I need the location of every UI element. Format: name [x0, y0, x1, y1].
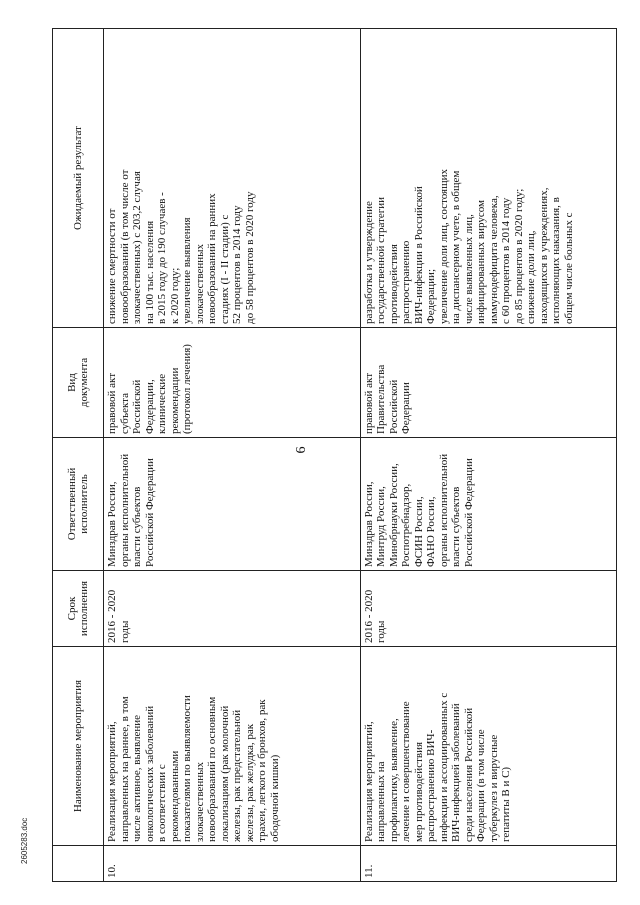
row-number: 10.	[104, 846, 361, 882]
table-row	[360, 29, 617, 882]
header-number	[53, 846, 104, 882]
measure-executor: Минздрав России, Минтруд России, Минобрнауки России, Роспотребнадзор, ФСИН России, ФАНО России, органы исполнительной власти субъектов Российской Федерации	[360, 438, 617, 571]
header-document-type: Вид документа	[53, 328, 104, 438]
measure-expected-result: снижение смертности от новообразований (в том числе от злокачественных) с 203,2 случая на 100 тыс. населения в 2015 году до 190 случаев - к 2020 году; увеличение выявления злокачественных новообразований на ранних стадиях (I - II стадии) с 52 процентов в 2014 году до 58 процентов в 2020 году	[104, 29, 361, 328]
header-executor: Ответственный исполнитель	[53, 438, 104, 571]
measure-expected-result: разработка и утверждение государственной стратегии противодействия распространению ВИЧ-инфекции в Российской Федерации; увеличение доли лиц, состоящих на диспансерном учете, в общем числе выявленных лиц, инфицированных вирусом иммунодефицита человека, с 60 процентов в 2014 году до 85 процентов в 2020 году; снижение доли лиц, находящихся в учреждениях, исполняющих наказания, в общем числе больных с	[360, 29, 617, 328]
rotated-table-frame	[52, 29, 617, 882]
measure-document-type: правовой акт субъекта Российской Федерации, клинические рекомендации (протокол лечения)	[104, 328, 361, 438]
measure-executor: Минздрав России, органы исполнительной власти субъектов Российской Федерации	[104, 438, 361, 571]
page-number: 6	[294, 446, 309, 454]
header-term: Срок исполнения	[53, 571, 104, 647]
table-container	[52, 29, 617, 882]
measure-term: 2016 - 2020 годы	[360, 571, 617, 647]
measure-name: Реализация мероприятий, направленных на раннее, в том числе активное, выявление онкологических заболеваний в соответствии с рекомендованными показателями по выявляемости злокачественных новообразований по основным локализациям (рак молочной железы, рак предстательной железы, рак желудка, рак трахеи, легкого и бронхов, рак ободочной кишки)	[104, 647, 361, 846]
header-measure-name: Наименование мероприятия	[53, 647, 104, 846]
header-expected-result: Ожидаемый результат	[53, 29, 104, 328]
footer-file-code: 2605283.doc	[20, 817, 29, 864]
row-number: 11.	[360, 846, 617, 882]
table-header-row	[53, 29, 104, 882]
measure-name: Реализация мероприятий, направленных на профилактику, выявление, лечение и совершенствование мер противодействия распространению ВИЧ- инфекции и ассоциированных с ВИЧ-инфекцией заболеваний среди населения Российской Федерации (в том числе туберкулез и вирусные гепатиты В и С)	[360, 647, 617, 846]
measure-document-type: правовой акт Правительства Российской Федерации	[360, 328, 617, 438]
table-row	[104, 29, 361, 882]
measures-table	[52, 28, 617, 882]
measure-term: 2016 - 2020 годы	[104, 571, 361, 647]
